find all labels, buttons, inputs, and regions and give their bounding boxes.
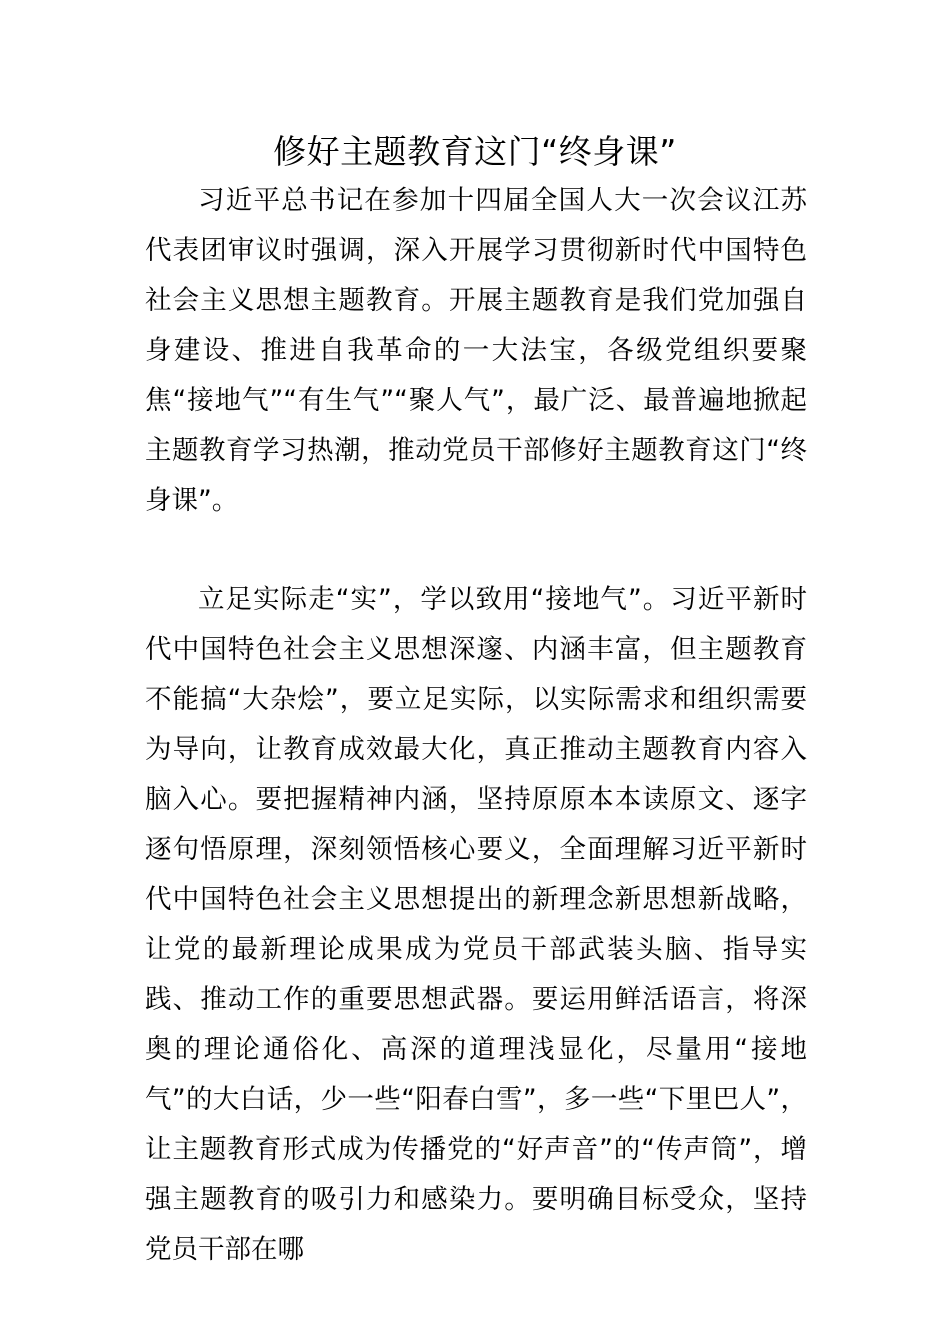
paragraph-section-one: 立足实际走“实”，学以致用“接地气”。习近平新时代中国特色社会主义思想深邃、内涵丰富，但主题教育不能搞“大杂烩”，要立足实际，以实际需求和组织需要为导向，让教育成效最大化，真正推动主题教育内容入脑入心。要把握精神内涵，坚持原原本本读原文、逐字逐句悟原理，深刻领悟核心要义，全面理解习近平新时代中国特色社会主义思想提出的新理念新思想新战略，让党的最新理论成果成为党员干部武装头脑、指导实践、推动工作的重要思想武器。要运用鲜活语言，将深奥的理论通俗化、高深的道理浅显化，尽量用“接地气”的大白话，少一些“阳春白雪”，多一些“下里巴人”，让主题教育形式成为传播党的“好声音”的“传声筒”，增强主题教育的吸引力和感染力。要明确目标受众，坚持党员干部在哪 [145,584,807,1265]
paragraph-intro: 习近平总书记在参加十四届全国人大一次会议江苏代表团审议时强调，深入开展学习贯彻新时代中国特色社会主义思想主题教育。开展主题教育是我们党加强自身建设、推进自我革命的一大法宝，各级党组织要聚焦“接地气”“有生气”“聚人气”，最广泛、最普遍地掀起主题教育学习热潮，推动党员干部修好主题教育这门“终身课”。 [145,185,807,516]
document-title: 修好主题教育这门“终身课” [273,132,677,171]
